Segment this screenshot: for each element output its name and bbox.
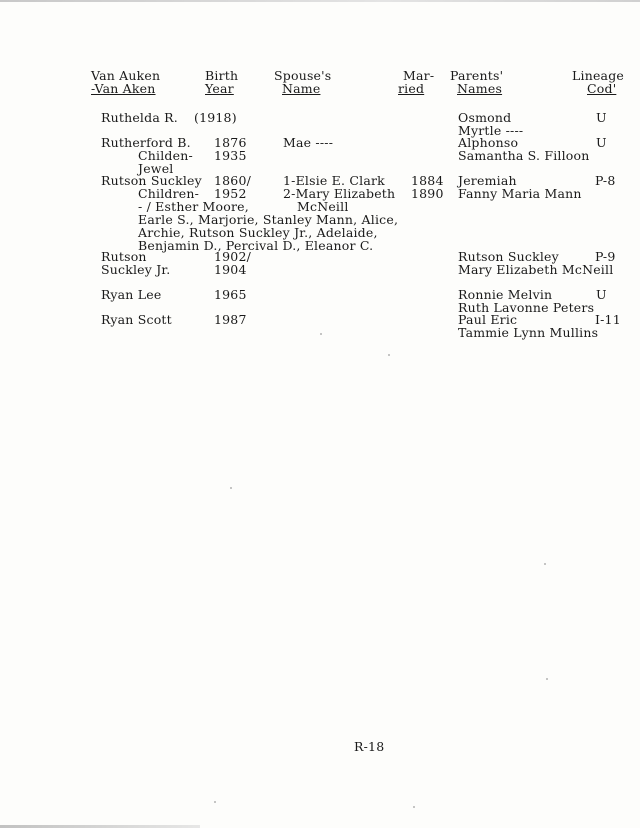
header-spouses: Spouse's <box>274 68 332 83</box>
entry-birth-line2: 1904 <box>214 262 247 277</box>
entry-children-year: 1952 <box>214 186 247 201</box>
entry-parent2: Mary Elizabeth McNeill <box>458 262 614 277</box>
entry-children-line2: Earle S., Marjorie, Stanley Mann, Alice, <box>138 212 399 227</box>
scan-speck <box>544 563 546 565</box>
entry-parent2: Tammie Lynn Mullins <box>458 325 599 340</box>
scan-speck <box>388 354 390 356</box>
entry-parent1: Jeremiah <box>458 173 517 188</box>
entry-spouse2: 2-Mary Elizabeth <box>283 186 396 201</box>
entry-lineage: U <box>596 287 607 302</box>
entry-children-names: Jewel <box>138 161 174 176</box>
entry-children-line4: Benjamin D., Percival D., Eleanor C. <box>138 238 374 253</box>
entry-parent1: Osmond <box>458 110 512 125</box>
entry-lineage: P-8 <box>595 173 616 188</box>
header-parents: Parents' <box>450 68 504 83</box>
entry-parent1: Ronnie Melvin <box>458 287 553 302</box>
entry-children-label: Children- <box>138 186 200 201</box>
entry-name: Rutson Suckley <box>101 173 202 188</box>
entry-spouse: Mae ---- <box>283 135 334 150</box>
header-year: Year <box>205 81 234 96</box>
scan-edge-top <box>0 0 640 2</box>
entry-birth: 1987 <box>214 312 247 327</box>
scan-speck <box>413 806 415 808</box>
scan-speck <box>320 333 322 335</box>
entry-parent2: Ruth Lavonne Peters <box>458 300 595 315</box>
entry-lineage: P-9 <box>595 249 616 264</box>
entry-married1: 1884 <box>411 173 444 188</box>
entry-parent1: Alphonso <box>458 135 519 150</box>
entry-children-label: Childen- <box>138 148 193 163</box>
entry-lineage: U <box>596 110 607 125</box>
entry-children-year: 1935 <box>214 148 247 163</box>
entry-parent1: Rutson Suckley <box>458 249 559 264</box>
entry-parent2: Myrtle ---- <box>458 123 524 138</box>
entry-spouse1: 1-Elsie E. Clark <box>283 173 385 188</box>
entry-name-line1: Rutson <box>101 249 147 264</box>
scan-speck <box>214 801 216 803</box>
entry-name: Rutherford B. <box>101 135 191 150</box>
entry-birth: 1860/ <box>214 173 252 188</box>
entry-name: Ryan Lee <box>101 287 162 302</box>
header-family-variant: -Van Aken <box>91 81 156 96</box>
entry-spouse2-cont: McNeill <box>297 199 349 214</box>
header-ried: ried <box>398 81 425 96</box>
scan-speck <box>546 678 548 680</box>
entry-parent2: Samantha S. Filloon <box>458 148 590 163</box>
header-mar: Mar- <box>403 68 435 83</box>
header-birth: Birth <box>205 68 239 83</box>
entry-name: Ryan Scott <box>101 312 172 327</box>
header-lineage: Lineage <box>572 68 624 83</box>
header-code: Cod' <box>587 81 617 96</box>
entry-lineage: I-11 <box>595 312 621 327</box>
entry-lineage: U <box>596 135 607 150</box>
entry-name-line2: Suckley Jr. <box>101 262 171 277</box>
header-family-name: Van Auken <box>91 68 161 83</box>
entry-birth-line1: 1902/ <box>214 249 252 264</box>
entry-parent1: Paul Eric <box>458 312 518 327</box>
entry-parent2: Fanny Maria Mann <box>458 186 582 201</box>
scan-speck <box>230 487 232 489</box>
page-number: R-18 <box>354 739 385 754</box>
entry-name: Ruthelda R. <box>101 110 178 125</box>
entry-children-line3: Archie, Rutson Suckley Jr., Adelaide, <box>138 225 378 240</box>
entry-birth: (1918) <box>194 110 237 125</box>
header-spouse-name: Name <box>282 81 321 96</box>
entry-birth: 1965 <box>214 287 247 302</box>
entry-children-line1: - / Esther Moore, <box>138 199 249 214</box>
entry-birth: 1876 <box>214 135 247 150</box>
entry-married2: 1890 <box>411 186 444 201</box>
header-parents-names: Names <box>457 81 503 96</box>
